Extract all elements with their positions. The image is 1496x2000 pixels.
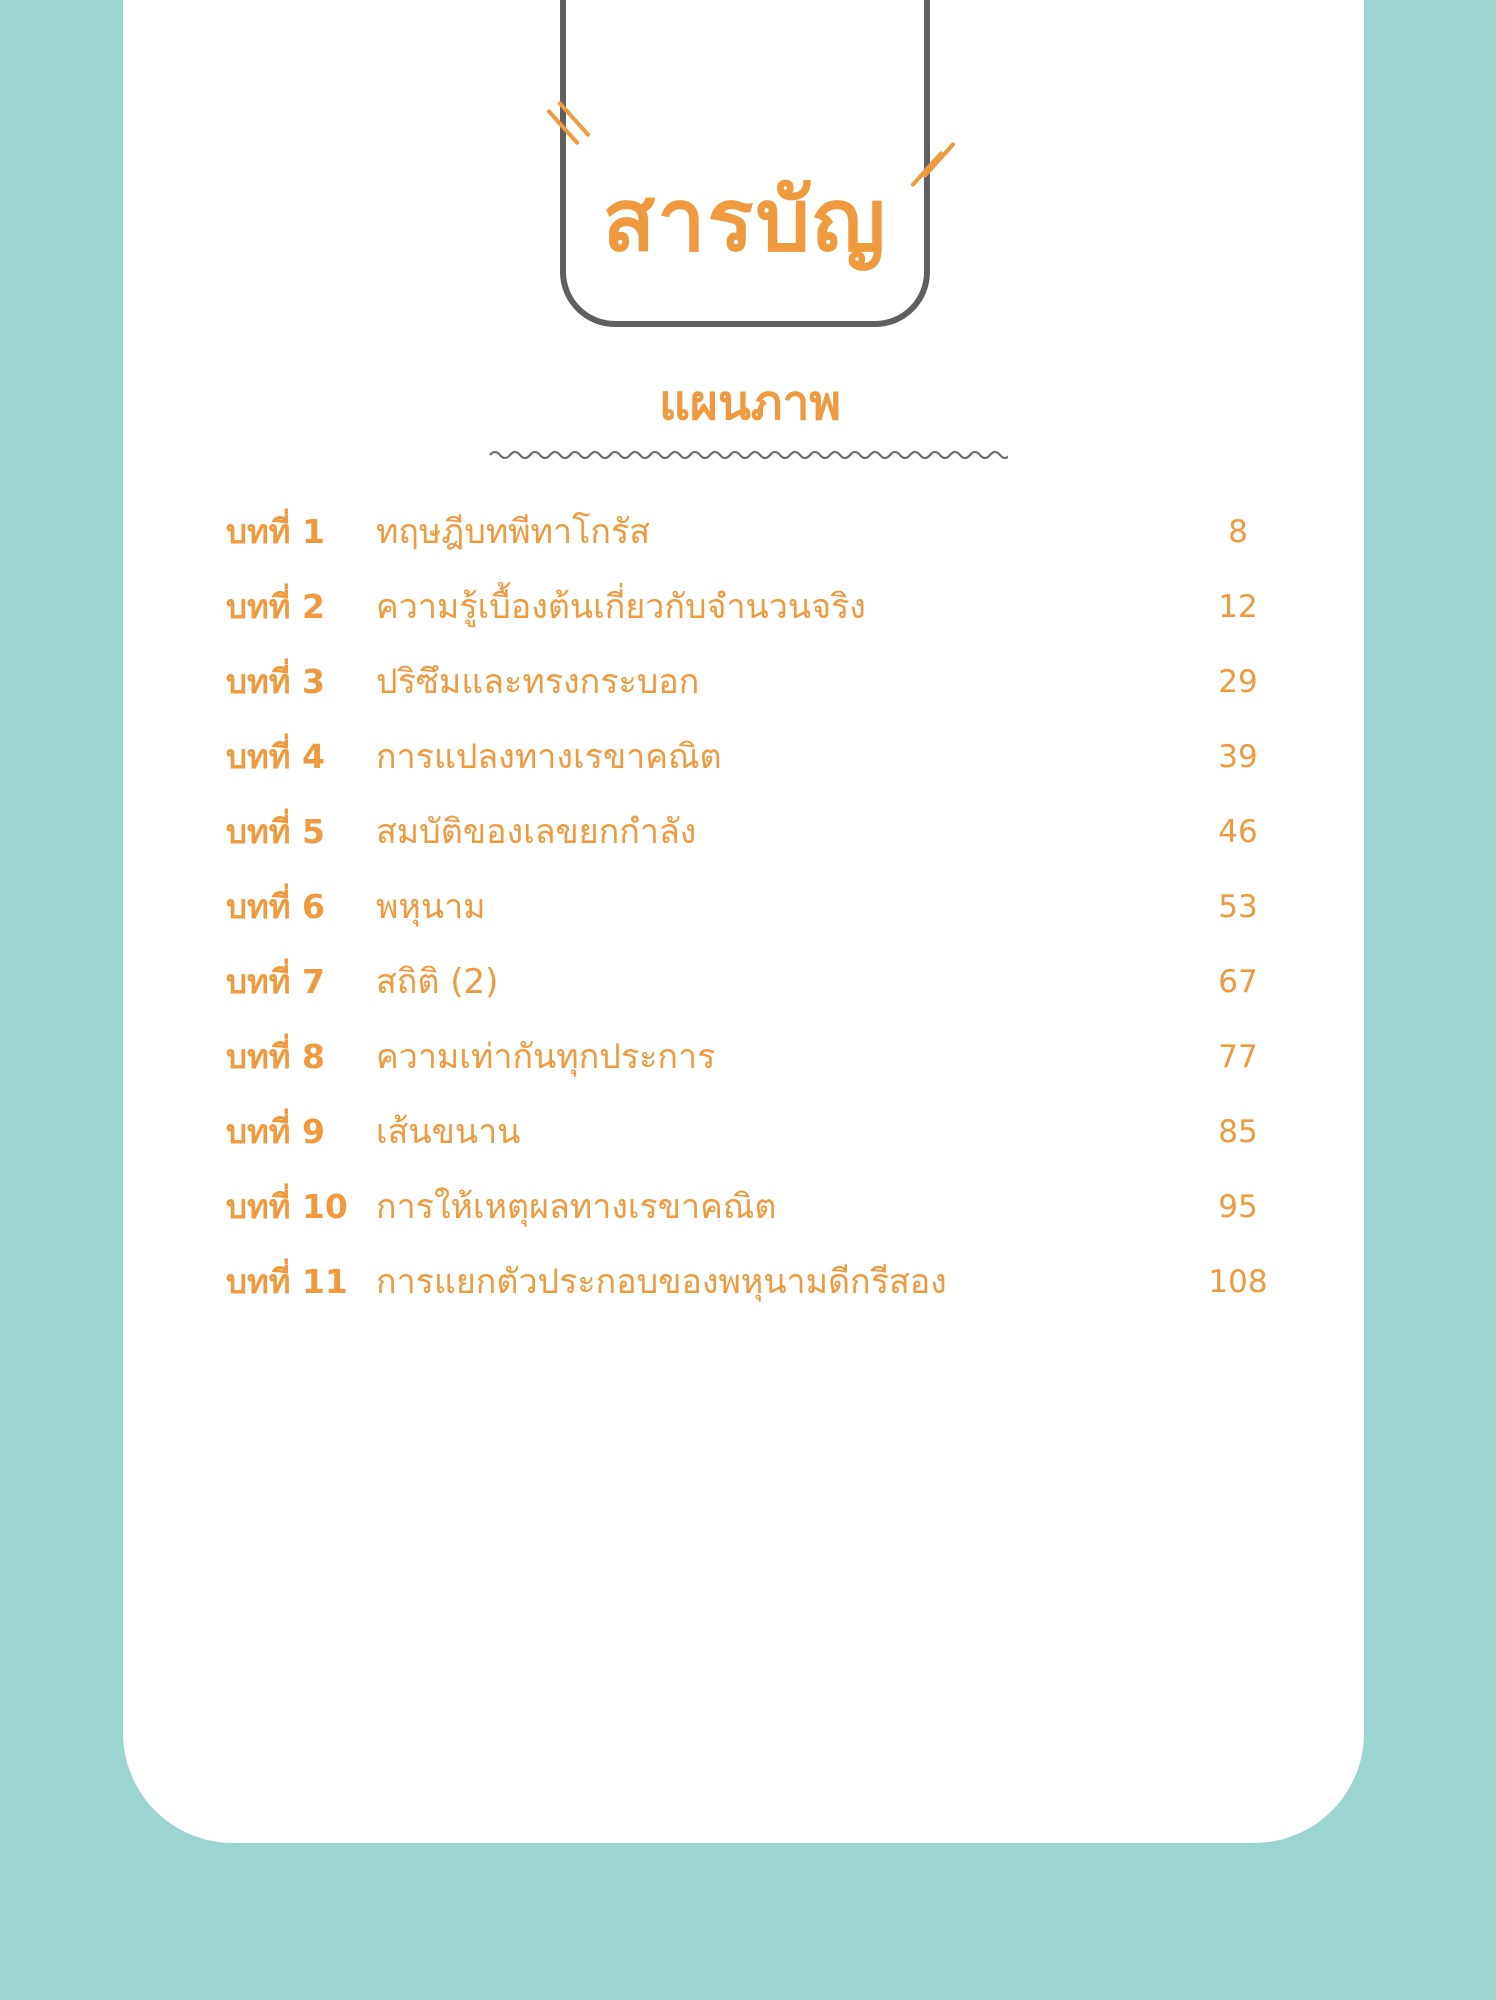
table-of-contents (226, 502, 1278, 1327)
chapter-title: เส้นขนาน (376, 1112, 521, 1152)
toc-row[interactable] (226, 1177, 1278, 1252)
chapter-title: พหุนาม (376, 887, 486, 927)
page-number: 12 (1218, 589, 1258, 625)
toc-row[interactable] (226, 1252, 1278, 1327)
page-number: 95 (1218, 1189, 1258, 1225)
chapter-title: ความเท่ากันทุกประการ (376, 1037, 716, 1077)
chapter-label: บทที่ 6 (226, 887, 325, 926)
chapter-title: ความรู้เบื้องต้นเกี่ยวกับจำนวนจริง (376, 587, 866, 627)
toc-row[interactable] (226, 1027, 1278, 1102)
wavy-divider (488, 447, 1008, 463)
chapter-title: การให้เหตุผลทางเรขาคณิต (376, 1187, 777, 1227)
page-number: 39 (1218, 739, 1258, 775)
page-number: 53 (1218, 889, 1258, 925)
title-frame (560, 0, 930, 327)
toc-row[interactable] (226, 652, 1278, 727)
chapter-label: บทที่ 2 (226, 587, 325, 626)
toc-row[interactable] (226, 802, 1278, 877)
page-number: 46 (1218, 814, 1258, 850)
chapter-label: บทที่ 9 (226, 1112, 325, 1151)
section-title: แผนภาพ (658, 375, 842, 431)
chapter-label: บทที่ 4 (226, 737, 325, 776)
chapter-title: ทฤษฎีบทพีทาโกรัส (376, 512, 651, 552)
page-number: 85 (1218, 1114, 1258, 1150)
toc-row[interactable] (226, 952, 1278, 1027)
page-title: สารบัญ (602, 171, 888, 271)
chapter-label: บทที่ 1 (226, 512, 325, 551)
chapter-label: บทที่ 3 (226, 662, 325, 701)
chapter-label: บทที่ 10 (226, 1187, 348, 1226)
page-number: 29 (1218, 664, 1258, 700)
chapter-title: การแปลงทางเรขาคณิต (376, 737, 722, 777)
page-number: 8 (1228, 514, 1248, 550)
chapter-title: การแยกตัวประกอบของพหุนามดีกรีสอง (376, 1262, 947, 1302)
chapter-label: บทที่ 7 (226, 962, 325, 1001)
toc-row[interactable] (226, 577, 1278, 652)
chapter-title: สมบัติของเลขยกกำลัง (376, 812, 697, 852)
page-number: 67 (1218, 964, 1258, 1000)
chapter-label: บทที่ 5 (226, 812, 325, 851)
chapter-title: ปริซึมและทรงกระบอก (376, 662, 700, 702)
toc-row[interactable] (226, 1102, 1278, 1177)
chapter-label: บทที่ 11 (226, 1262, 348, 1301)
toc-row[interactable] (226, 877, 1278, 952)
chapter-title: สถิติ (2) (376, 962, 499, 1002)
page-number: 108 (1208, 1264, 1268, 1300)
chapter-label: บทที่ 8 (226, 1037, 325, 1076)
page-number: 77 (1218, 1039, 1258, 1075)
toc-row[interactable] (226, 727, 1278, 802)
toc-row[interactable] (226, 502, 1278, 577)
